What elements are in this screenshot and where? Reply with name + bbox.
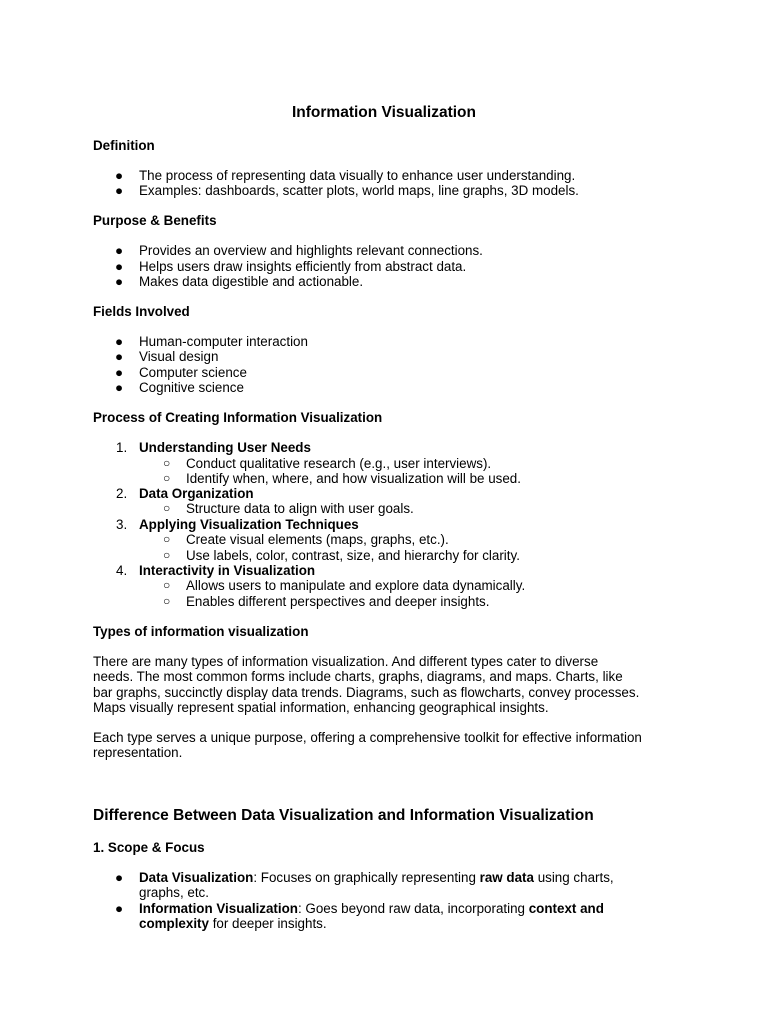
list-item: The process of representing data visually to enhance user understanding. bbox=[139, 168, 576, 183]
step-number: 1. bbox=[116, 440, 128, 455]
sub-bullet: ○ bbox=[163, 594, 171, 608]
sub-bullet: ○ bbox=[163, 501, 171, 515]
bullet: ● bbox=[115, 380, 124, 395]
bullet: ● bbox=[115, 259, 124, 274]
step-title: Applying Visualization Techniques bbox=[139, 517, 359, 532]
list-item: Cognitive science bbox=[139, 380, 244, 395]
difference-heading: Difference Between Data Visualization and Information Visualization bbox=[93, 807, 594, 824]
sub-bullet: ○ bbox=[163, 532, 171, 546]
list-item: Makes data digestible and actionable. bbox=[139, 274, 364, 289]
list-item: Human-computer interaction bbox=[139, 334, 308, 349]
emphasis: complexity bbox=[139, 916, 209, 931]
sub-item: Enables different perspectives and deeper insights. bbox=[186, 594, 490, 609]
step-title: Interactivity in Visualization bbox=[139, 563, 316, 578]
sub-item: Allows users to manipulate and explore data dynamically. bbox=[186, 578, 526, 593]
step-title: Data Organization bbox=[139, 486, 254, 501]
step-number: 3. bbox=[116, 517, 128, 532]
list-item-info-viz bbox=[139, 901, 604, 916]
list-item: Helps users draw insights efficiently from abstract data. bbox=[139, 259, 467, 274]
sub-bullet: ○ bbox=[163, 578, 171, 592]
bullet: ● bbox=[115, 870, 124, 885]
paragraph-line: Each type serves a unique purpose, offering a comprehensive toolkit for effective information bbox=[93, 730, 642, 745]
sub-item: Create visual elements (maps, graphs, etc.). bbox=[186, 532, 449, 547]
list-item: Computer science bbox=[139, 365, 247, 380]
page-title: Information Visualization bbox=[291, 104, 476, 121]
bullet: ● bbox=[115, 349, 124, 364]
paragraph-line: needs. The most common forms include charts, graphs, diagrams, and maps. Charts, like bbox=[93, 669, 623, 684]
bullet: ● bbox=[115, 168, 124, 183]
text: for deeper insights. bbox=[208, 916, 327, 931]
list-item: Examples: dashboards, scatter plots, world maps, line graphs, 3D models. bbox=[139, 183, 579, 198]
paragraph-line: There are many types of information visualization. And different types cater to diverse bbox=[93, 654, 599, 669]
text: using charts, bbox=[533, 870, 614, 885]
purpose-heading: Purpose & Benefits bbox=[93, 213, 217, 228]
sub-bullet: ○ bbox=[163, 456, 171, 470]
definition-heading: Definition bbox=[93, 138, 155, 153]
bullet: ● bbox=[115, 183, 124, 198]
list-item-data-viz bbox=[139, 870, 614, 885]
sub-item: Identify when, where, and how visualization will be used. bbox=[186, 471, 521, 486]
scope-subheading: 1. Scope & Focus bbox=[93, 840, 205, 855]
fields-heading: Fields Involved bbox=[93, 304, 190, 319]
paragraph-line: bar graphs, succinctly display data trends. Diagrams, such as flowcharts, convey processes. bbox=[93, 685, 640, 700]
step-title: Understanding User Needs bbox=[139, 440, 311, 455]
bullet: ● bbox=[115, 334, 124, 349]
step-number: 2. bbox=[116, 486, 128, 501]
process-heading: Process of Creating Information Visualization bbox=[93, 410, 383, 425]
bullet: ● bbox=[115, 365, 124, 380]
list-item: Provides an overview and highlights relevant connections. bbox=[139, 243, 483, 258]
term: Data Visualization bbox=[139, 870, 254, 885]
bullet: ● bbox=[115, 274, 124, 289]
bullet: ● bbox=[115, 901, 124, 916]
emphasis: raw data bbox=[479, 870, 534, 885]
paragraph-line: Maps visually represent spatial information, enhancing geographical insights. bbox=[93, 700, 549, 715]
list-item-continuation bbox=[139, 916, 327, 931]
types-heading: Types of information visualization bbox=[93, 624, 309, 639]
step-number: 4. bbox=[116, 563, 128, 578]
list-item: Visual design bbox=[139, 349, 219, 364]
text: : Focuses on graphically representing bbox=[253, 870, 480, 885]
term: Information Visualization bbox=[139, 901, 298, 916]
sub-item: Conduct qualitative research (e.g., user interviews). bbox=[186, 456, 492, 471]
sub-bullet: ○ bbox=[163, 471, 171, 485]
sub-item: Structure data to align with user goals. bbox=[186, 501, 414, 516]
emphasis: context and bbox=[528, 901, 604, 916]
paragraph-line: representation. bbox=[93, 745, 183, 760]
bullet: ● bbox=[115, 243, 124, 258]
sub-item: Use labels, color, contrast, size, and hierarchy for clarity. bbox=[186, 548, 520, 563]
list-item-continuation: graphs, etc. bbox=[139, 885, 209, 900]
text: : Goes beyond raw data, incorporating bbox=[297, 901, 529, 916]
sub-bullet: ○ bbox=[163, 548, 171, 562]
